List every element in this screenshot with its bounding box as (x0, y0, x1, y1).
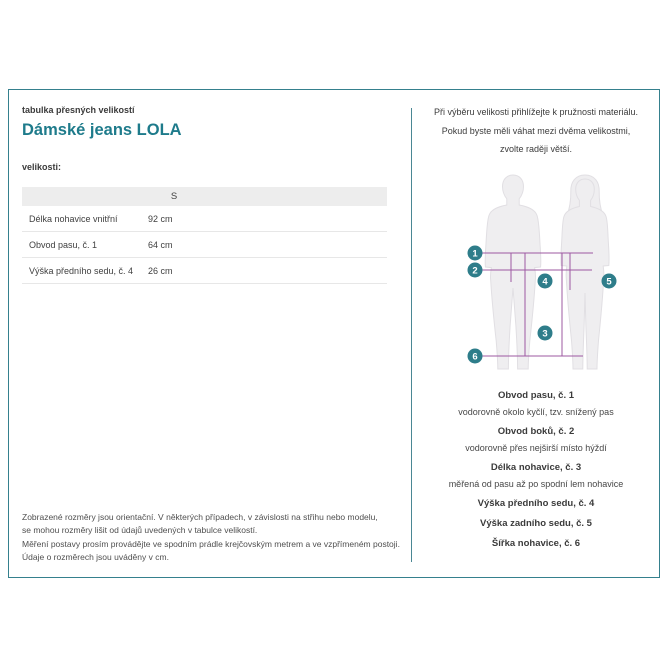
male-silhouette (485, 175, 541, 369)
legend-item (413, 536, 659, 552)
legend-item (413, 496, 659, 512)
legend-title: Obvod pasu, č. 1 (497, 390, 575, 401)
marker-1 (468, 246, 483, 261)
disclaimer-line: se mohou rozměry lišit od údajů uvedených v tabulce velikostí. (22, 525, 258, 536)
table-row (22, 206, 387, 232)
panel-divider (411, 108, 412, 562)
size-table-header-empty (22, 187, 148, 206)
chart-subtitle: tabulka přesných velikostí (22, 105, 135, 115)
measure-label: Výška předního sedu, č. 4 (22, 258, 148, 284)
disclaimer-line: Údaje o rozměrech jsou uváděny v cm. (22, 552, 169, 563)
measure-value: 26 cm (148, 258, 200, 284)
legend-title: Obvod boků, č. 2 (497, 426, 575, 437)
legend-item (413, 424, 659, 456)
svg-text:3: 3 (542, 328, 548, 340)
size-table (22, 187, 387, 284)
disclaimer-line: Zobrazené rozměry jsou orientační. V některých případech, v závislosti na střihu nebo modelu, (22, 512, 378, 522)
legend-item (413, 516, 659, 532)
svg-text:6: 6 (472, 351, 478, 363)
female-silhouette (561, 179, 609, 369)
svg-text:4: 4 (542, 276, 548, 288)
svg-text:1: 1 (472, 248, 478, 260)
measure-label: Obvod pasu, č. 1 (22, 232, 148, 258)
advice-line: Při výběru velikosti přihlížejte k pružnosti materiálu. (433, 107, 639, 117)
table-row (22, 232, 387, 258)
svg-text:2: 2 (472, 265, 478, 277)
legend-desc: vodorovně okolo kyčlí, tzv. snížený pas (458, 407, 614, 417)
measure-value: 64 cm (148, 232, 200, 258)
measurement-legend (413, 388, 659, 556)
disclaimer-text (22, 511, 407, 565)
sizes-label: velikosti: (22, 162, 62, 172)
marker-3 (538, 326, 553, 341)
legend-desc: vodorovně přes nejširší místo hýždí (465, 443, 607, 453)
marker-2 (468, 263, 483, 278)
legend-title: Výška zadního sedu, č. 5 (480, 518, 592, 529)
svg-text:5: 5 (606, 276, 612, 288)
marker-4 (538, 274, 553, 289)
size-table-header-row (22, 187, 387, 206)
measure-value: 92 cm (148, 206, 200, 232)
legend-title: Výška předního sedu, č. 4 (477, 498, 595, 509)
legend-title: Šířka nohavice, č. 6 (491, 538, 581, 549)
size-advice-text (413, 103, 659, 159)
marker-6 (468, 349, 483, 364)
legend-item (413, 460, 659, 492)
advice-line: Pokud byste měli váhat mezi dvěma velikostmi, (441, 125, 631, 136)
measurement-diagram (455, 165, 665, 380)
advice-line: zvolte raději větší. (499, 144, 573, 154)
legend-item (413, 388, 659, 420)
size-column-header: S (148, 187, 200, 206)
marker-5 (602, 274, 617, 289)
measure-label: Délka nohavice vnitřní (22, 206, 148, 232)
size-chart-panel (8, 89, 660, 578)
legend-desc: měřená od pasu až po spodní lem nohavice (448, 479, 624, 489)
product-title: Dámské jeans LOLA (22, 121, 182, 139)
legend-title: Délka nohavice, č. 3 (490, 462, 582, 473)
table-row (22, 258, 387, 284)
disclaimer-line: Měření postavy prosím provádějte ve spodním prádle krejčovským metrem a ve vzpřímeném postoji. (22, 538, 400, 549)
